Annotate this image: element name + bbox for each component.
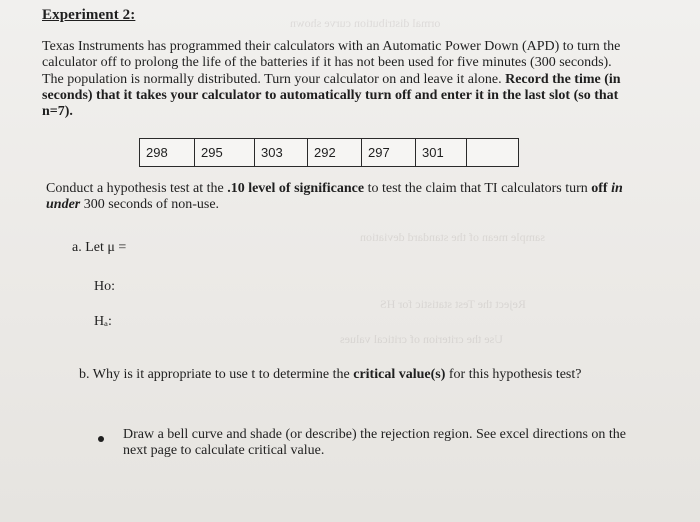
bleed-through-text: Reject the Test statistic for HS — [380, 297, 526, 311]
bleed-through-text: ormal distribution curve shown — [290, 16, 441, 30]
bleed-through-text: sample mean of the standard deviation — [360, 230, 545, 244]
hypothesis-instructions — [46, 181, 646, 214]
page-title: Experiment 2: — [42, 7, 136, 23]
hyp-text: to test the claim that TI calculators turn — [364, 181, 592, 196]
table-cell: 298 — [140, 139, 195, 167]
hyp-significance: .10 level of significance — [227, 181, 365, 196]
bleed-through-text: Use the criterion of critical values — [340, 332, 503, 346]
null-hypothesis-label: Ho: — [94, 279, 115, 294]
description-text: Texas Instruments has programmed their calculators with an Automatic Power Down (APD) to turn the calculator off to prolong the life of the batteries if it has not been used for five minutes (300 seconds). The population is normally distributed. Turn your calculator on and leave it alone. — [42, 39, 621, 87]
question-b-bold: critical value(s) — [353, 367, 446, 382]
experiment-description — [42, 39, 627, 120]
hyp-text: Conduct a hypothesis test at the — [46, 181, 228, 196]
table-cell: 292 — [308, 139, 362, 167]
question-b-text: b. Why is it appropriate to use t to determine the — [79, 367, 354, 382]
table-cell: 297 — [362, 139, 416, 167]
hyp-text: 300 seconds of non-use. — [80, 197, 220, 213]
question-b-text: for this hypothesis test? — [445, 367, 582, 382]
bullet-icon — [98, 436, 104, 442]
question-a: a. Let μ = — [72, 240, 127, 255]
table-row — [140, 139, 519, 167]
hyp-bold: off — [591, 181, 612, 196]
table-cell-empty[interactable] — [467, 139, 519, 167]
alt-hypothesis-label: Hₐ: — [94, 314, 112, 329]
table-cell: 295 — [195, 139, 255, 167]
table-cell: 303 — [255, 139, 308, 167]
bullet-instruction: Draw a bell curve and shade (or describe) the rejection region. See excel directions on the next page to calculate critical value. — [123, 427, 627, 459]
description-instruction: Record the time (in seconds) that it takes your calculator to automatically turn off and enter it in the last slot (so that n=7). — [42, 71, 621, 120]
table-cell: 301 — [416, 139, 467, 167]
data-table — [139, 138, 519, 167]
hyp-bold-italic: in under — [46, 181, 623, 213]
question-b — [79, 367, 581, 383]
